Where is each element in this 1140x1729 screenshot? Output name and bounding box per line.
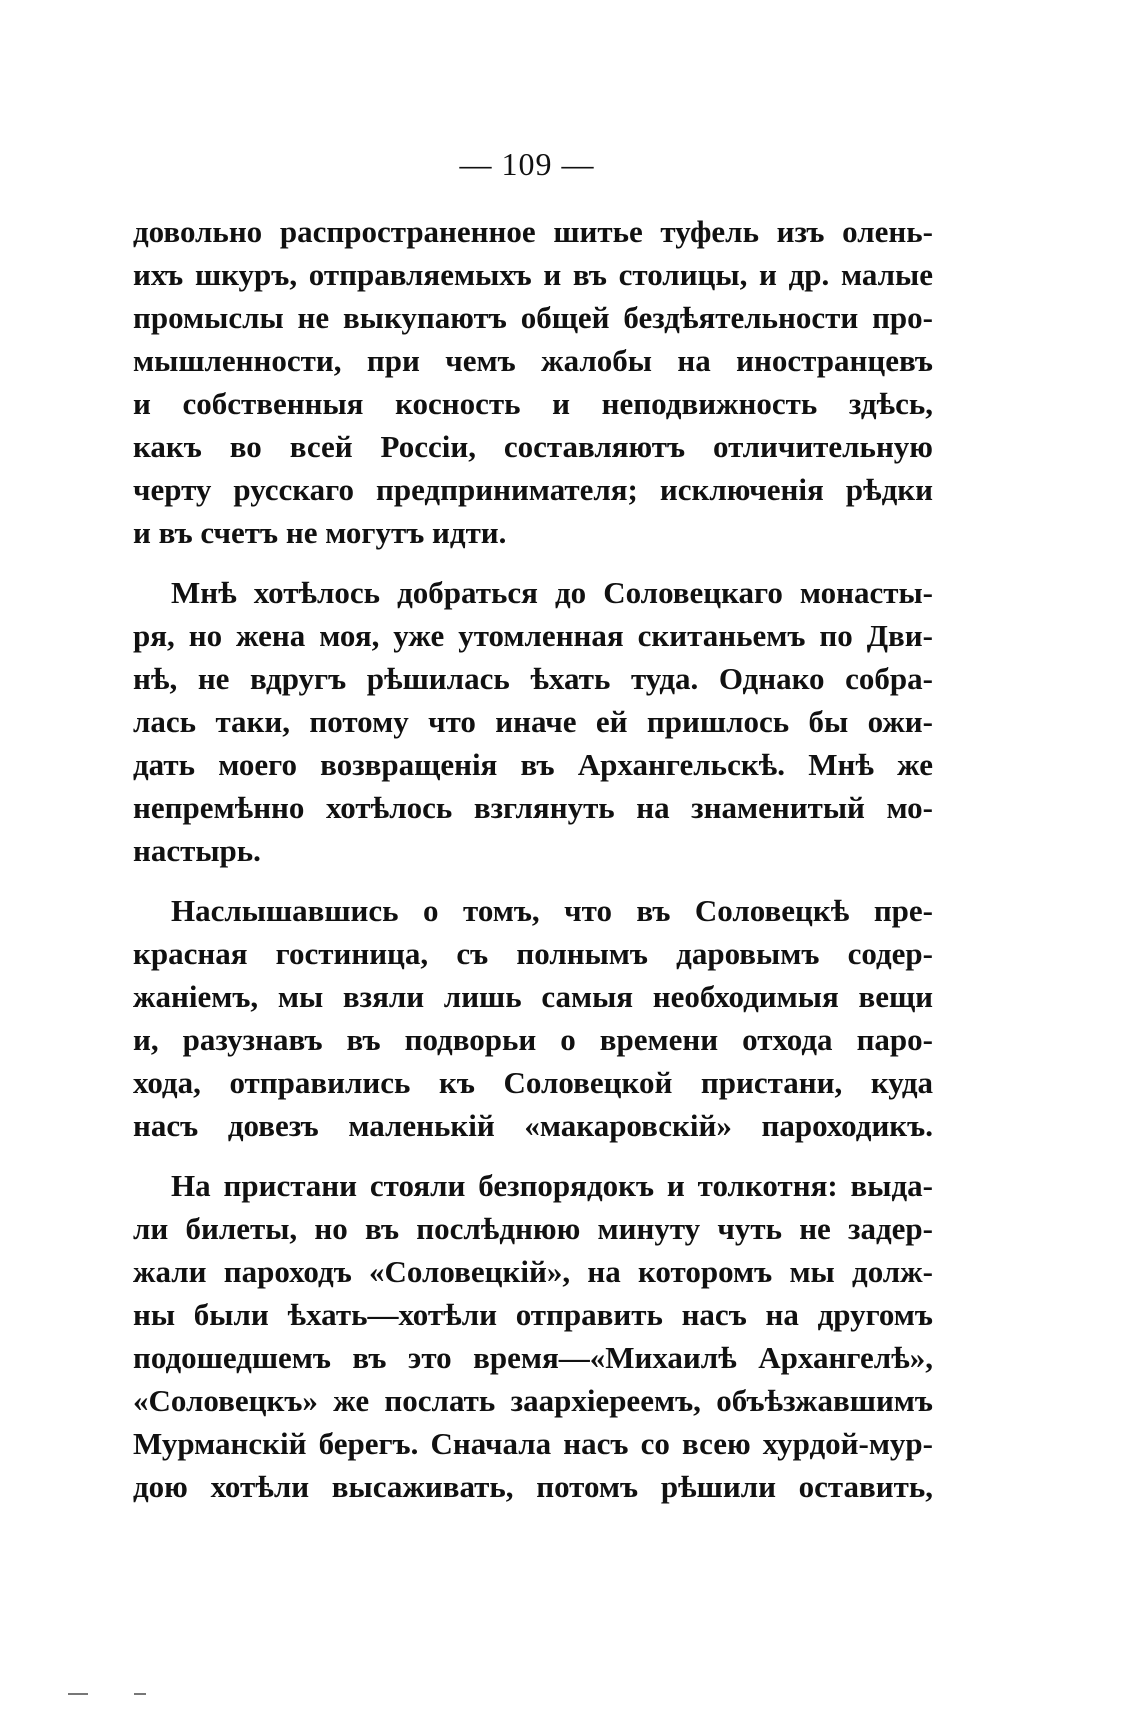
text-line: жаніемъ, мы взяли лишь самыя необходимыя вещи [133, 979, 933, 1014]
text-line: насъ довезъ маленькій «макаровскій» пароходикъ. [133, 1108, 933, 1143]
text-line: черту русскаго предпринимателя; исключенія рѣдки [133, 472, 933, 507]
text-line: ря, но жена моя, уже утомленная скитаньемъ по Дви- [133, 618, 933, 653]
text-line: «Соловецкъ» же послать заархіереемъ, объѣзжавшимъ [133, 1383, 933, 1418]
text-line: ихъ шкуръ, отправляемыхъ и въ столицы, и др. малые [133, 257, 933, 292]
page-number: — 109 — [459, 146, 595, 182]
text-line: ны были ѣхать—хотѣли отправить насъ на другомъ [133, 1297, 933, 1332]
body-text [133, 210, 933, 1508]
text-line: Наслышавшись о томъ, что въ Соловецкѣ пре- [171, 893, 933, 928]
paragraph [133, 889, 933, 1147]
text-line: лась таки, потому что иначе ей пришлось бы ожи- [133, 704, 933, 739]
text-line: красная гостиница, съ полнымъ даровымъ содер- [133, 936, 933, 971]
text-line: дать моего возвращенія въ Архангельскѣ. Мнѣ же [133, 747, 933, 782]
text-line: мышленности, при чемъ жалобы на иностранцевъ [133, 343, 933, 378]
text-line: непремѣнно хотѣлось взглянуть на знаменитый мо- [133, 790, 933, 825]
text-line: и въ счетъ не могутъ идти. [133, 515, 507, 550]
text-line: ли билеты, но въ послѣднюю минуту чуть не задер- [133, 1211, 933, 1246]
paragraph [133, 1164, 933, 1508]
text-line: хода, отправились къ Соловецкой пристани, куда [133, 1065, 933, 1100]
text-line: довольно распространенное шитье туфель изъ олень- [133, 214, 933, 249]
text-line: промыслы не выкупаютъ общей бездѣятельности про- [133, 300, 933, 335]
text-line: нѣ, не вдругъ рѣшилась ѣхать туда. Однако собра- [133, 661, 933, 696]
text-line: Мурманскій берегъ. Сначала насъ со всею хурдой-мур- [133, 1426, 933, 1461]
footer-mark-right [134, 1693, 146, 1695]
text-line: и собственныя косность и неподвижность здѣсь, [133, 386, 933, 421]
text-line: На пристани стояли безпорядокъ и толкотня: выда- [171, 1168, 933, 1203]
text-line: дою хотѣли высаживать, потомъ рѣшили оставить, [133, 1469, 933, 1504]
footer-mark-left [68, 1693, 88, 1695]
text-line: Мнѣ хотѣлось добраться до Соловецкаго монасты- [171, 575, 933, 610]
text-line: настырь. [133, 833, 261, 868]
text-line: и, разузнавъ въ подворьи о времени отхода паро- [133, 1022, 933, 1057]
text-line: жали пароходъ «Соловецкій», на которомъ мы долж- [133, 1254, 933, 1289]
paragraph [133, 571, 933, 872]
paragraph [133, 210, 933, 554]
text-line: какъ во всей Россіи, составляютъ отличительную [133, 429, 933, 464]
text-line: подошедшемъ въ это время—«Михаилѣ Архангелѣ», [133, 1340, 933, 1375]
